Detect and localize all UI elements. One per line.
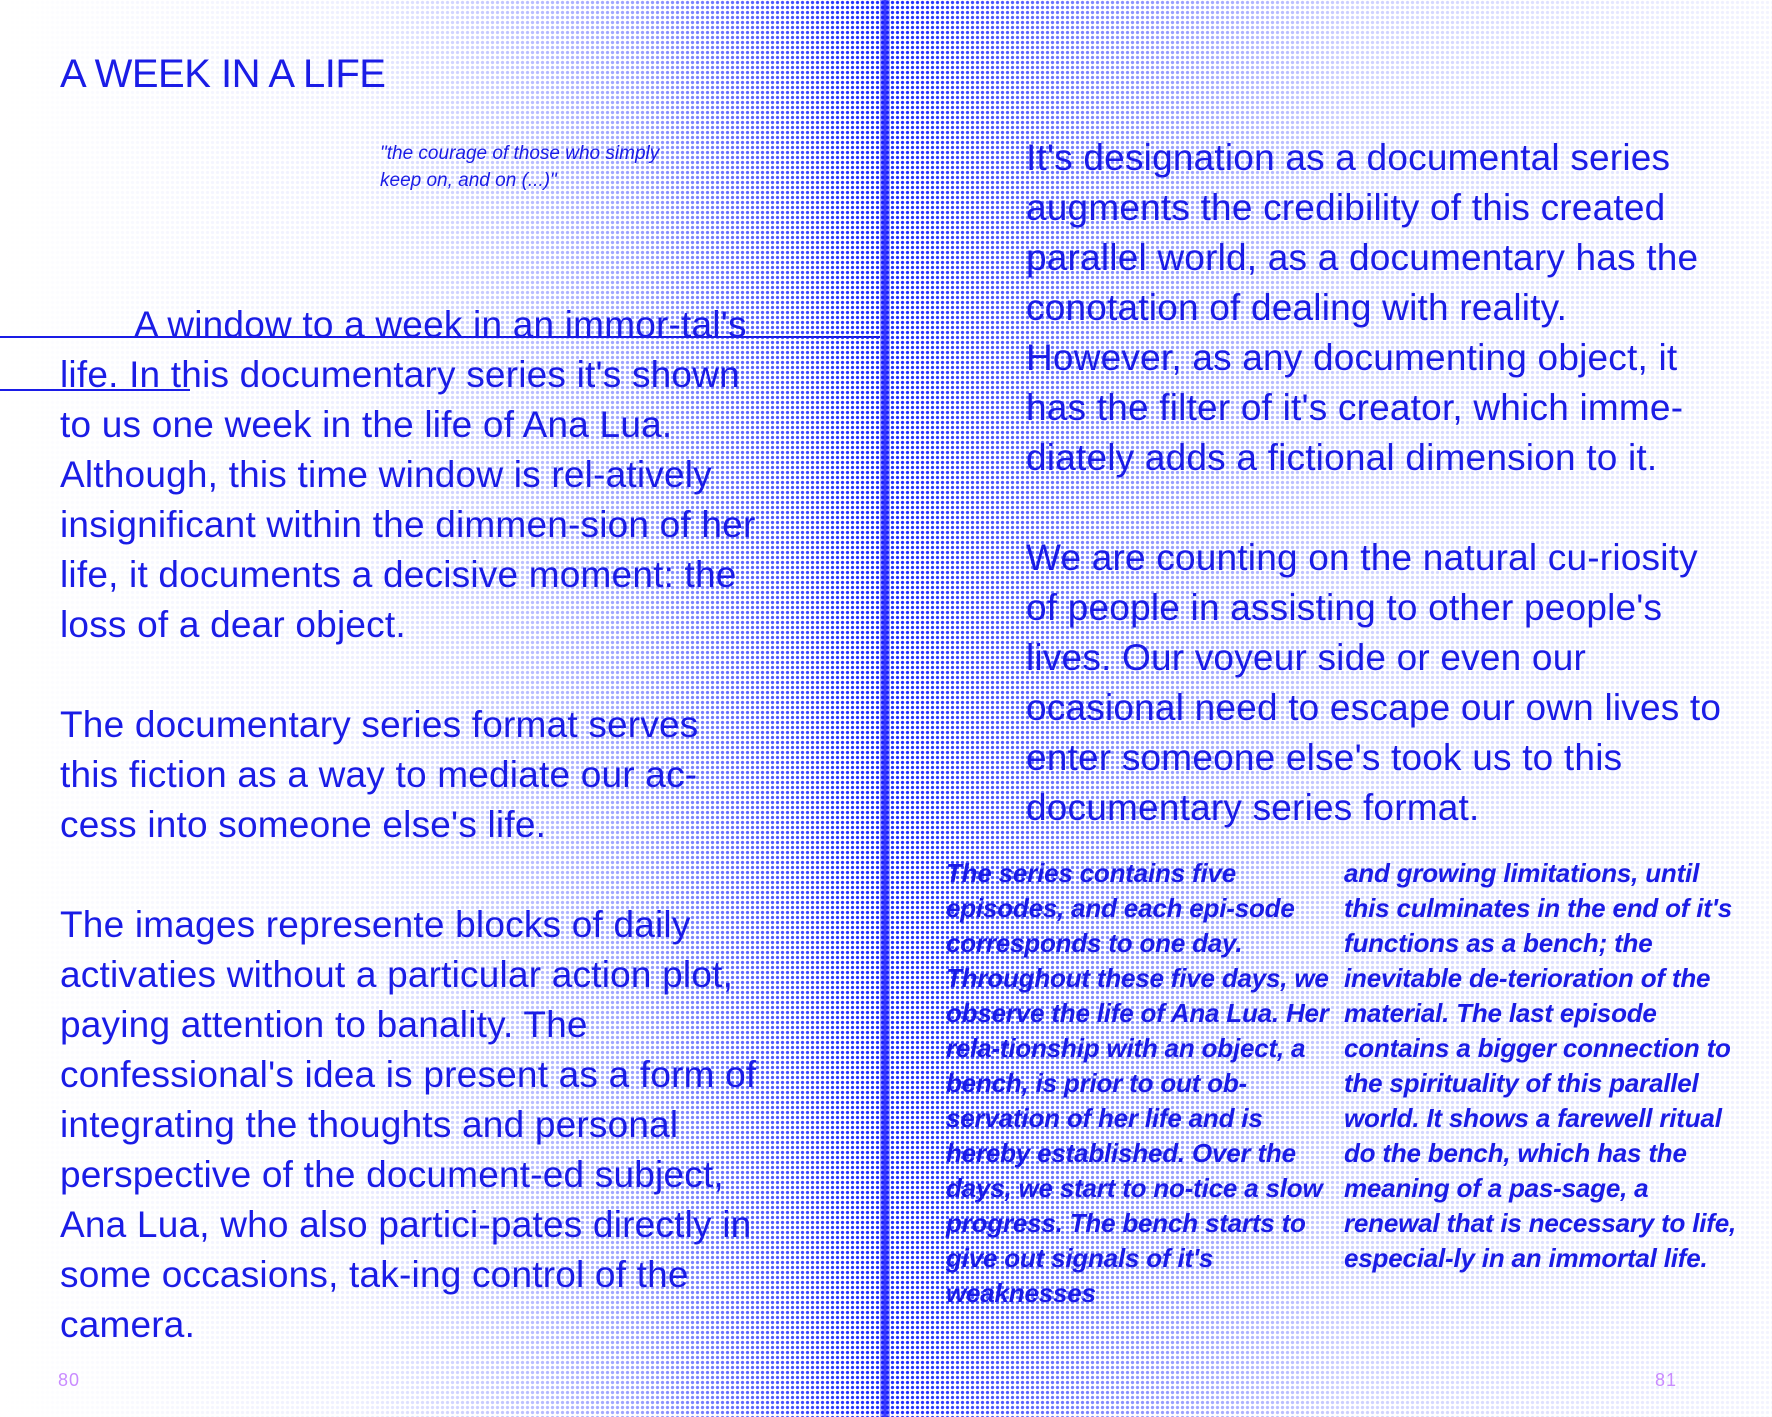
paragraph: We are counting on the natural cu-riosity of people in assisting to other people's lives. Our voyeur side or even our ocasional need to escape our own lives to enter someone else's took us to this documentary series format. [1026, 537, 1722, 828]
paragraph: It's designation as a documental series augments the credibility of this created parallel world, as a documentary has the conotation of dealing with reality. However, as any documenting object, it has the filter of it's creator, which imme-diately adds a fictional dimension to it. [1026, 137, 1699, 478]
italic-column-2: and growing limitations, until this culminates in the end of it's functions as a bench; the inevitable de-terioration of the material. The last episode contains a bigger connection to the spirituality of this parallel world. It shows a farewell ritual do the bench, which has the meaning of a pas-sage, a renewal that is necessary to life, especial-ly in an immortal life. [1344, 858, 1737, 1273]
right-body-text [1026, 133, 1731, 833]
left-body-text [60, 300, 760, 1350]
page-number: 80 [58, 1370, 81, 1390]
paragraph: The images represente blocks of daily activaties without a particular action plot, paying attention to banality. The confessional's idea is present as a form of integrating the thoughts and personal perspective of the document-ed subject, Ana Lua, who also partici-pates directly in some occasions, tak-ing control of the camera. [60, 904, 757, 1345]
paragraph [60, 300, 760, 650]
paragraph-text: . In this documentary series it's shown to us one week in the life of Ana Lua. Although, this time window is rel-atively insignificant within the dimmen-sion of her life, it documents a decisive moment: the loss of a dear object. [60, 354, 756, 645]
book-spine [880, 0, 890, 1417]
italic-column-1: The series contains five episodes, and each epi-sode corresponds to one day. Throughout these five days, we observe the life of Ana Lua. Her rela-tionship with an object, a bench, is prior to out ob-servation of her life and is hereby established. Over the days, we start to no-tice a slow progress. The bench starts to give out signals of it's weaknesses [946, 858, 1329, 1308]
paragraph: The documentary series format serves this fiction as a way to mediate our ac-cess into someone else's life. [60, 704, 699, 845]
page-title: A WEEK IN A LIFE [60, 52, 386, 96]
quote-line: keep on, and on (...)" [380, 170, 557, 191]
page-number: 81 [1655, 1370, 1678, 1390]
quote-line: "the courage of those who simply [380, 143, 660, 164]
paragraph-lead: A window to a week in an immor-tal's life [60, 304, 747, 395]
epigraph-quote [380, 140, 720, 194]
